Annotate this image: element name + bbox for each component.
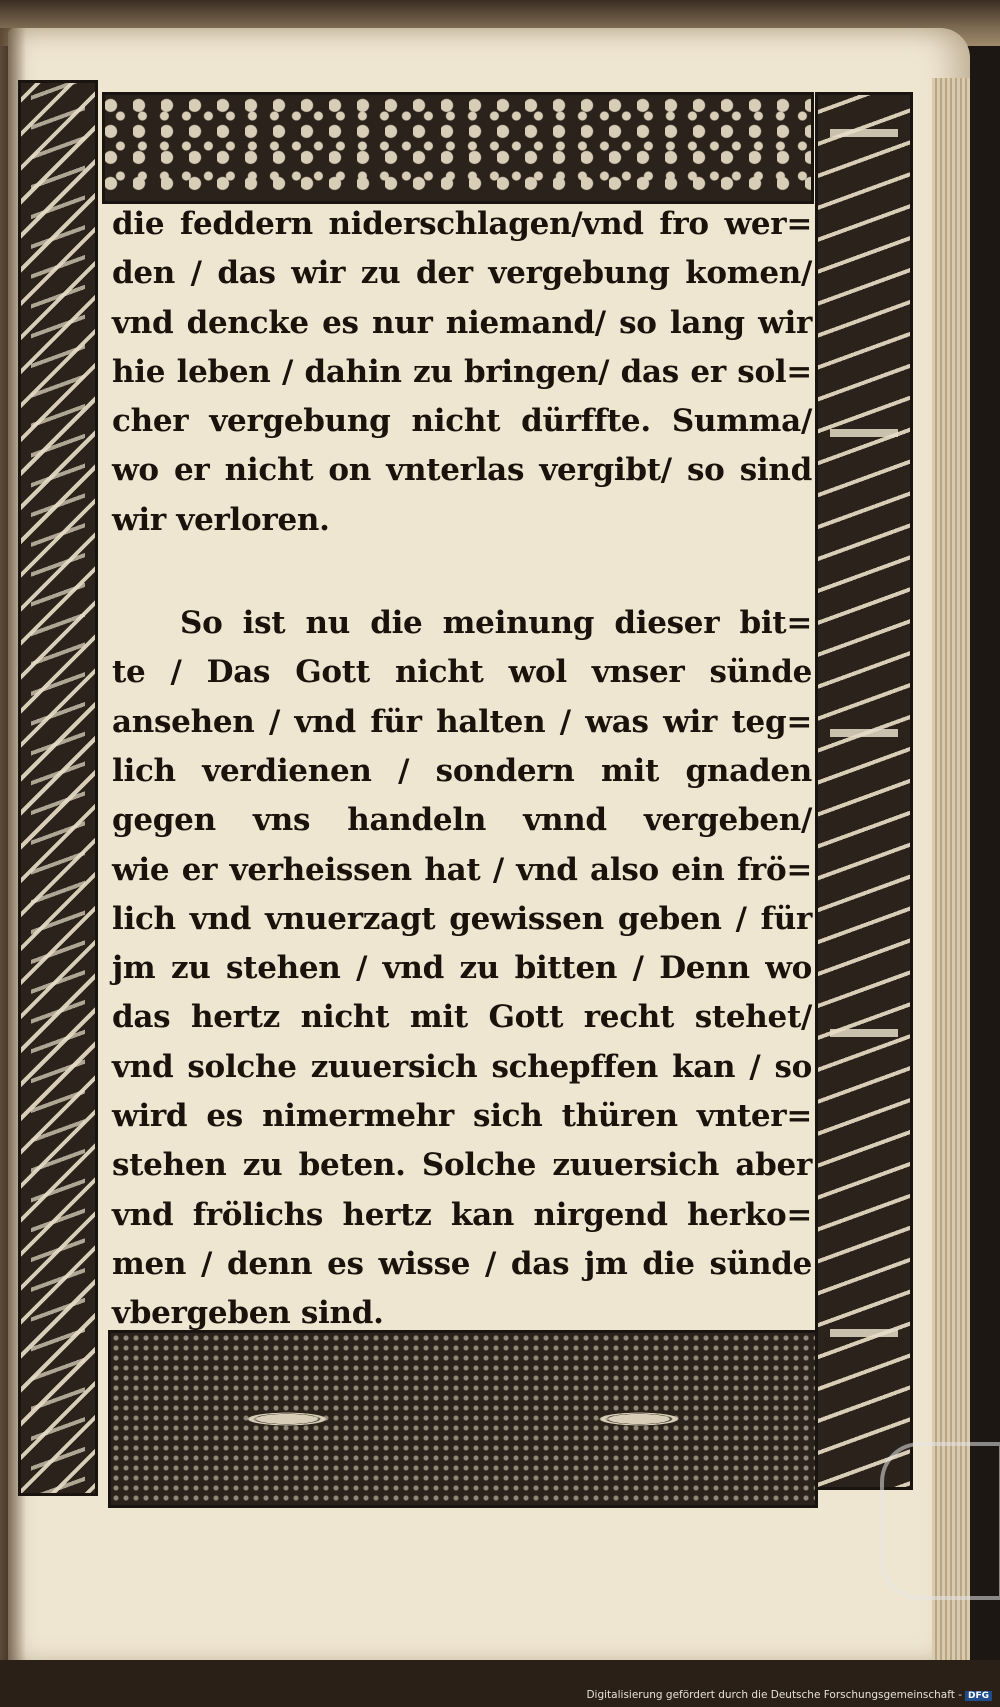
page-clip [880, 1442, 1000, 1600]
text-line: So ist nu die meinung dieser bit= [180, 605, 812, 642]
text-line: hie leben / dahin zu bringen/ das er sol= [112, 353, 812, 390]
dfg-logo: DFG [965, 1691, 992, 1701]
text-line: vbergeben sind. [112, 1295, 384, 1332]
woodcut-border-top [102, 92, 814, 204]
text-line: cher vergebung nicht dürffte. Summa/ [112, 403, 812, 440]
page-text [112, 200, 812, 1339]
text-line: wird es nimermehr sich thüren vnter= [112, 1098, 812, 1135]
text-line: jm zu stehen / vnd zu bitten / Denn wo [112, 950, 812, 987]
woodcut-border-left [18, 80, 98, 1496]
digitization-credit [586, 1689, 992, 1701]
text-line: wir verloren. [112, 501, 330, 538]
woodcut-border-right [815, 92, 913, 1490]
paragraph-gap [112, 545, 812, 599]
credit-text: Digitalisierung gefördert durch die Deutsche Forschungsgemeinschaft - [586, 1689, 962, 1701]
page-edges [932, 78, 970, 1678]
text-line: te / Das Gott nicht wol vnser sünde [112, 654, 812, 691]
text-line: vnd dencke es nur niemand/ so lang wir [112, 304, 812, 341]
text-line: wo er nicht on vnterlas vergibt/ so sind [112, 452, 812, 489]
text-line: ansehen / vnd für halten / was wir teg= [112, 703, 812, 740]
text-line: vnd frölichs hertz kan nirgend herko= [112, 1196, 812, 1233]
text-line: vnd solche zuuersich schepffen kan / so [112, 1048, 812, 1085]
text-line: das hertz nicht mit Gott recht stehet/ [112, 999, 812, 1036]
text-line: stehen zu beten. Solche zuuersich aber [112, 1147, 812, 1184]
text-line: gegen vns handeln vnnd vergeben/ [112, 802, 812, 839]
text-line: wie er verheissen hat / vnd also ein frö= [112, 851, 812, 888]
text-line: die feddern niderschlagen/vnd fro wer= [112, 206, 812, 242]
text-line: men / denn es wisse / das jm die sünde [112, 1245, 812, 1282]
text-line: den / das wir zu der vergebung komen/ [112, 255, 812, 292]
text-line: lich vnd vnuerzagt gewissen geben / für [112, 900, 812, 937]
text-line: lich verdienen / sondern mit gnaden [112, 752, 812, 789]
woodcut-border-bottom [108, 1330, 818, 1508]
